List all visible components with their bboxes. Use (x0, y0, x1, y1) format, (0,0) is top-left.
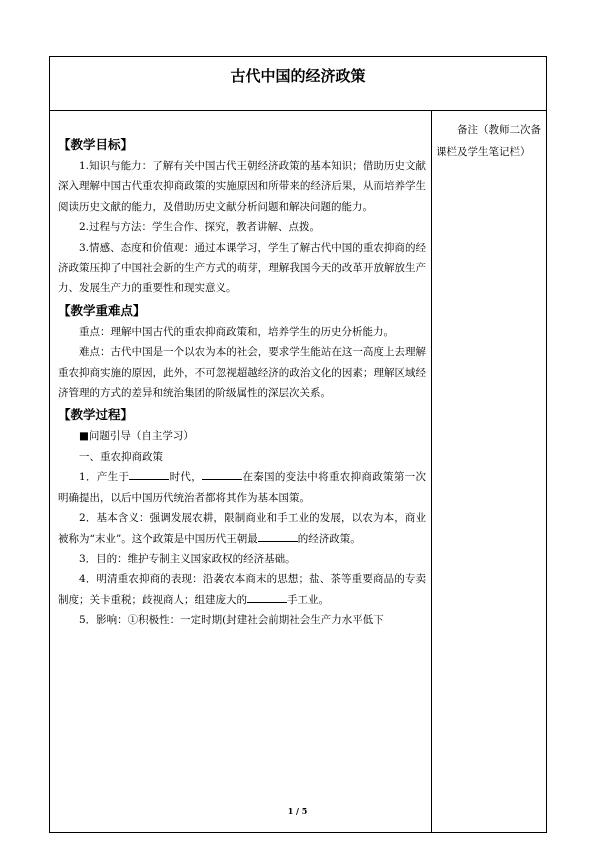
guide-label: ■问题引导（自主学习） (79, 430, 194, 443)
item-3: 3．目的：维护专制主义国家政权的经济基础。 (79, 552, 296, 565)
goal-process: 2.过程与方法：学生合作、探究，教者讲解、点拨。 (79, 221, 321, 234)
section-heading-key-points: 【教学重难点】 (58, 302, 146, 318)
key-point: 重点：理解中国古代的重农抑商政策和，培养学生的历史分析能力。 (79, 325, 394, 338)
fill-blank[interactable] (129, 467, 169, 480)
item-2: 2．基本含义：强调发展农耕，限制商业和手工业的发展，以农为本，商业被称为“末业”。这个政策是中国历代王朝最 的经济政策。 (58, 512, 426, 545)
title-row (50, 57, 546, 111)
item-1: 1．产生于 时代， 在秦国的变法中将重农抑商政策第一次明确提出，以后中国历代统治者都将其作为基本国策。 (58, 467, 426, 508)
notes-column-label: 备注（教师二次备课栏及学生笔记栏） (436, 124, 541, 158)
goal-knowledge: 1.知识与能力：了解有关中国古代王朝经济政策的基本知识；借助历史文献深入理解中国古代重农抑商政策的实施原因和所带来的经济后果，从而培养学生阅读历史文献的能力，及借助历史文献分析问题和解决问题的能力。 (58, 160, 426, 213)
difficult-point: 难点：古代中国是一个以农为本的社会，要求学生能站在这一高度上去理解重农抑商实施的原因，此外，不可忽视超越经济的政治文化的因素；理解区域经济管理的方式的差异和统治集团的阶级属性的深层次关系。 (58, 346, 426, 400)
subsection-title: 一、重农抑商政策 (79, 450, 163, 463)
main-content (58, 133, 426, 631)
page-number: 1 / 5 (287, 806, 308, 816)
item-5: 5．影响：①积极性：一定时期(封建社会前期社会生产力水平低下 (79, 614, 384, 627)
column-divider (431, 111, 432, 832)
item-4: 4．明清重农抑商的表现：沿袭农本商末的思想；盐、茶等重要商品的专卖制度；关卡重税；歧视商人；组建庞大的 手工业。 (58, 573, 426, 606)
fill-blank[interactable] (247, 590, 287, 603)
section-heading-process: 【教学过程】 (58, 407, 134, 423)
fill-blank[interactable] (258, 529, 298, 542)
section-heading-goals: 【教学目标】 (58, 137, 134, 152)
page-frame (49, 56, 547, 833)
fill-blank[interactable] (202, 467, 242, 480)
document-title: 古代中国的经济政策 (230, 67, 366, 85)
goal-values: 3.情感、态度和价值观：通过本课学习，学生了解古代中国的重农抑商的经济政策压抑了中国社会新的生产方式的萌芽，理解我国今天的改革开放解放生产力、发展生产力的重要性和现实意义。 (58, 241, 426, 295)
